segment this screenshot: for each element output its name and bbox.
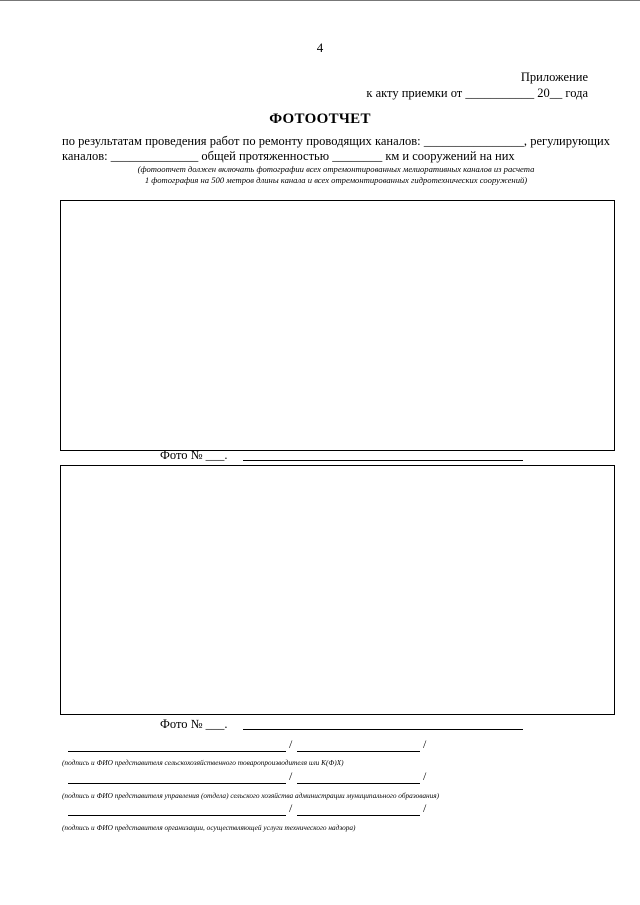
signature-separator: /	[289, 801, 293, 815]
photo-description-line	[243, 460, 523, 461]
name-line	[297, 751, 420, 752]
appendix-reference: к акту приемки от ___________ 20__ года	[366, 86, 588, 100]
photo-placeholder	[60, 465, 615, 715]
appendix-title: Приложение	[520, 70, 588, 84]
signature-separator: /	[423, 801, 427, 815]
signature-line	[68, 815, 286, 816]
photo-placeholder	[60, 200, 615, 451]
signature-line	[68, 783, 286, 784]
document-title: ФОТООТЧЕТ	[269, 111, 371, 127]
signature-separator: /	[289, 769, 293, 783]
instruction-note	[62, 164, 610, 186]
signature-label: (подпись и ФИО представителя организации, осуществляющей услуги технического надзора)	[62, 823, 356, 832]
instruction-note-line: (фотоотчет должен включать фотографии всех отремонтированных мелиоративных каналов из расчета	[137, 164, 535, 174]
instruction-note-line: 1 фотография на 500 метров длины канала и всех отремонтированных гидротехнических сооружений)	[144, 175, 528, 185]
signature-separator: /	[289, 737, 293, 751]
photo-description-line	[243, 729, 523, 730]
intro-paragraph: по результатам проведения работ по ремонту проводящих каналов: ________________, регулирующих каналов: ______________ общей протяженностью ________ км и сооружений на них	[62, 134, 610, 163]
signature-line	[68, 751, 286, 752]
signature-label: (подпись и ФИО представителя сельскохозяйственного товаропроизводителя или К(Ф)Х)	[62, 758, 344, 767]
signature-separator: /	[423, 737, 427, 751]
photo-caption: Фото № ___.	[160, 448, 228, 462]
top-rule	[0, 0, 640, 1]
signature-separator: /	[423, 769, 427, 783]
name-line	[297, 783, 420, 784]
name-line	[297, 815, 420, 816]
signature-label: (подпись и ФИО представителя управления (отдела) сельского хозяйства администрации муниципального образования)	[62, 791, 440, 800]
photo-caption: Фото № ___.	[160, 717, 228, 731]
page-number: 4	[316, 40, 324, 55]
